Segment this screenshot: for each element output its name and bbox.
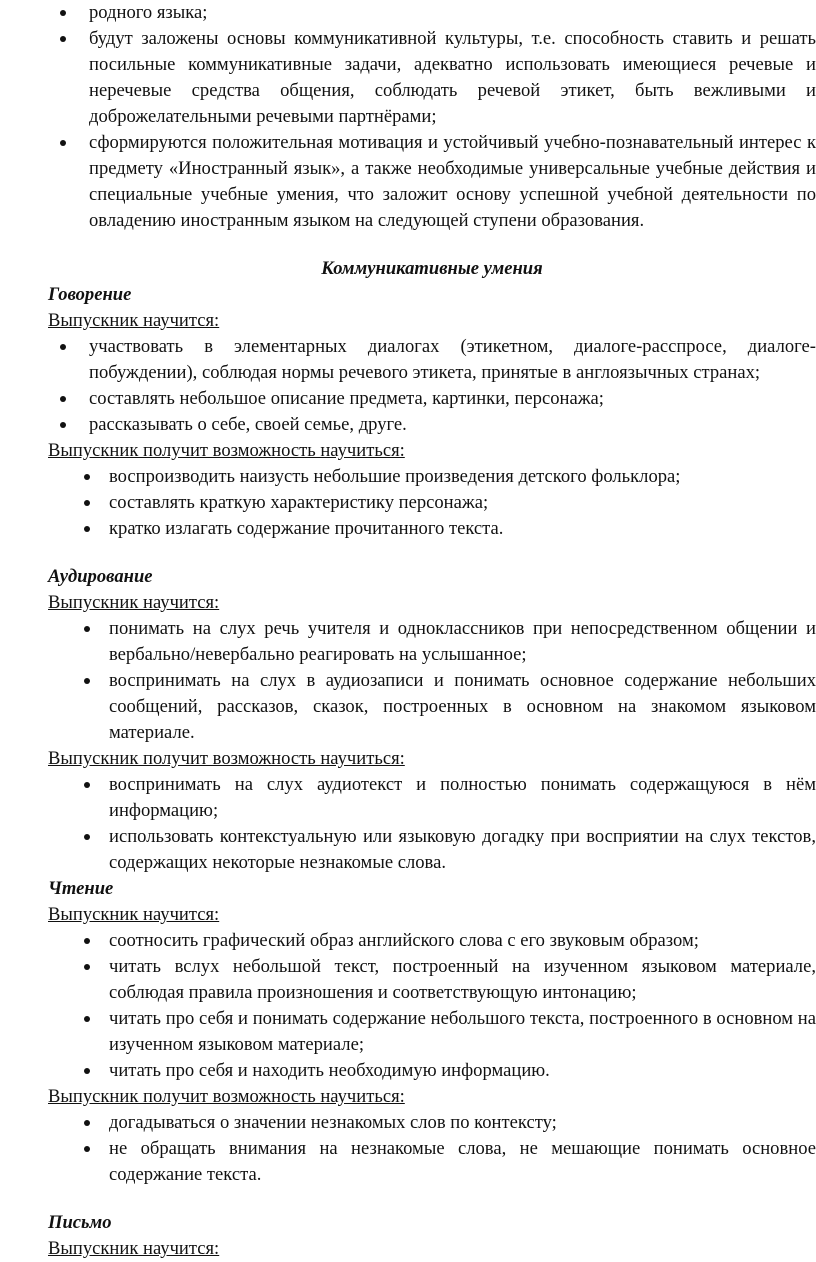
reading-learn-label: Выпускник научится: [48,904,220,925]
list-item: участвовать в элементарных диалогах (этикетном, диалоге-расспросе, диалоге-побуждении), соблюдая нормы речевого этикета, принятые в англоязычных странах; [48,334,816,386]
list-item: сформируются положительная мотивация и устойчивый учебно-познавательный интерес к предмету «Иностранный язык», а также необходимые универсальные учебные действия и специальные учебные умения, что заложит основу успешной учебной деятельности по овладению иностранным языком на следующей ступени образования. [48,130,816,234]
bullet-icon [84,1120,90,1126]
bullet-icon [60,344,66,350]
bullet-icon [84,964,90,970]
list-item: составлять краткую характеристику персонажа; [48,490,816,516]
bullet-icon [60,140,66,146]
reading-learn-list [48,928,816,1084]
speaking-learn-label: Выпускник научится: [48,310,220,331]
intro-list [48,0,816,234]
bullet-icon [84,626,90,632]
bullet-icon [84,1068,90,1074]
speaking-opportunity-list [48,464,816,542]
listening-opportunity-list [48,772,816,876]
speaking-opportunity-label: Выпускник получит возможность научиться: [48,440,405,461]
spacer [48,542,816,564]
reading-opportunity-list [48,1110,816,1188]
bullet-icon [84,782,90,788]
bullet-icon [60,422,66,428]
listening-opportunity-label: Выпускник получит возможность научиться: [48,748,405,769]
listening-learn-list [48,616,816,746]
bullet-icon [84,1016,90,1022]
list-item: читать про себя и находить необходимую информацию. [48,1058,816,1084]
spacer [48,234,816,256]
list-item: рассказывать о себе, своей семье, друге. [48,412,816,438]
section-title: Коммуникативные умения [321,258,543,279]
list-item: соотносить графический образ английского слова с его звуковым образом; [48,928,816,954]
spacer [48,1188,816,1210]
writing-heading: Письмо [48,1212,112,1233]
list-item: воспроизводить наизусть небольшие произведения детского фольклора; [48,464,816,490]
list-item: составлять небольшое описание предмета, картинки, персонажа; [48,386,816,412]
bullet-icon [84,1146,90,1152]
listening-heading: Аудирование [48,566,153,587]
list-item: читать вслух небольшой текст, построенный на изученном языковом материале, соблюдая правила произношения и соответствующую интонацию; [48,954,816,1006]
bullet-icon [60,10,66,16]
list-item: понимать на слух речь учителя и одноклассников при непосредственном общении и вербально/невербально реагировать на услышанное; [48,616,816,668]
writing-learn-label: Выпускник научится: [48,1238,220,1259]
list-item: не обращать внимания на незнакомые слова, не мешающие понимать основное содержание текста. [48,1136,816,1188]
speaking-heading: Говорение [48,284,132,305]
list-item: родного языка; [48,0,816,26]
reading-heading: Чтение [48,878,114,899]
list-item: догадываться о значении незнакомых слов по контексту; [48,1110,816,1136]
list-item: использовать контекстуальную или языковую догадку при восприятии на слух текстов, содержащих некоторые незнакомые слова. [48,824,816,876]
bullet-icon [84,678,90,684]
bullet-icon [60,396,66,402]
bullet-icon [84,938,90,944]
bullet-icon [84,834,90,840]
speaking-learn-list [48,334,816,438]
list-item: кратко излагать содержание прочитанного текста. [48,516,816,542]
list-item: будут заложены основы коммуникативной культуры, т.е. способность ставить и решать посильные коммуникативные задачи, адекватно использовать имеющиеся речевые и неречевые средства общения, соблюдать речевой этикет, быть вежливыми и доброжелательными речевыми партнёрами; [48,26,816,130]
bullet-icon [60,36,66,42]
list-item: воспринимать на слух аудиотекст и полностью понимать содержащуюся в нём информацию; [48,772,816,824]
bullet-icon [84,500,90,506]
listening-learn-label: Выпускник научится: [48,592,220,613]
reading-opportunity-label: Выпускник получит возможность научиться: [48,1086,405,1107]
bullet-icon [84,474,90,480]
document-page [48,0,816,1262]
bullet-icon [84,526,90,532]
list-item: читать про себя и понимать содержание небольшого текста, построенного в основном на изученном языковом материале; [48,1006,816,1058]
list-item: воспринимать на слух в аудиозаписи и понимать основное содержание небольших сообщений, рассказов, сказок, построенных в основном на знакомом языковом материале. [48,668,816,746]
